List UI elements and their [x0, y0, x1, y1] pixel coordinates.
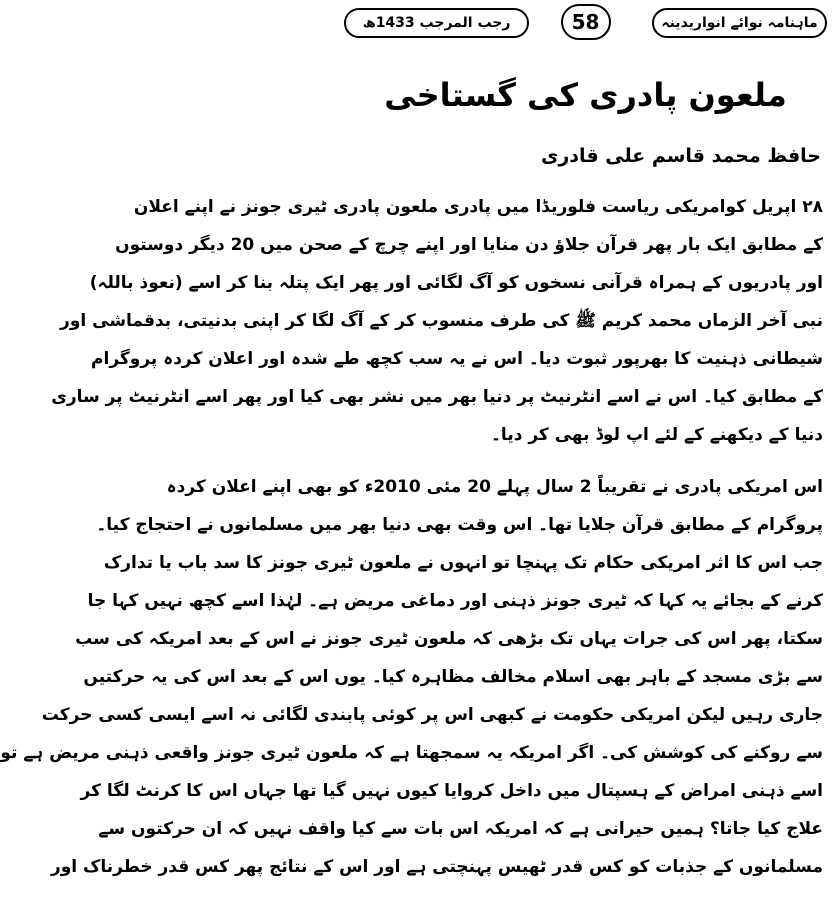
- text-line: پروگرام کے مطابق قرآن جلایا تھا۔ اس وقت بھی دنیا بھر میں مسلمانوں نے احتجاج کیا۔: [96, 515, 823, 535]
- text-line: سے بڑی مسجد کے باہر بھی اسلام مخالف مظاہرہ کیا۔ یوں اس کے بعد اس کی یہ حرکتیں: [83, 667, 823, 687]
- text-line: علاج کیا جاتا؟ ہمیں حیرانی ہے کہ امریکہ اس بات سے کیا واقف نہیں کہ ان حرکتوں سے: [98, 819, 823, 839]
- article-author: حافظ محمد قاسم علی قادری: [540, 145, 821, 167]
- text-line: کرنے کے بجائے یہ کہا کہ ٹیری جونز ذہنی اور دماغی مریض ہے۔ لہٰذا اسے کچھ نہیں کہا جا: [87, 591, 823, 611]
- page-number: [561, 4, 611, 40]
- text-line: سے روکنے کی کوشش کی۔ اگر امریکہ یہ سمجھتا ہے کہ ملعون ٹیری جونز واقعی ذہنی مریض ہے تو: [0, 743, 823, 763]
- issue-date: [344, 8, 529, 38]
- paragraph: [51, 188, 823, 454]
- page-header: [344, 4, 827, 44]
- issue-date-text: رجب المرجب 1433ھ: [362, 15, 511, 31]
- text-line: سکتا، پھر اس کی جرات یہاں تک بڑھی کہ ملعون ٹیری جونز نے اس کے بعد امریکہ کی سب: [75, 629, 823, 649]
- text-line: کے مطابق ایک بار پھر قرآن جلاؤ دن منایا اور اپنے چرچ کے صحن میں 20 دیگر دوستوں: [115, 235, 823, 255]
- text-line: جاری رہیں لیکن امریکی حکومت نے کبھی اس پر کوئی پابندی لگائی نہ اسے ایسی کسی حرکت: [41, 705, 823, 725]
- paragraph: [0, 468, 823, 886]
- text-line: نبی آخر الزماں محمد کریم ﷺ کی طرف منسوب کر کے آگ لگا کر اپنی بدنیتی، بدقماشی اور: [60, 311, 823, 331]
- text-line: اور پادریوں کے ہمراہ قرآنی نسخوں کو آگ لگائی اور پھر ایک پتلہ بنا کر اسے (نعوذ باللہ): [89, 273, 823, 293]
- page-number-text: 58: [571, 10, 600, 34]
- text-line: کے مطابق کیا۔ اس نے اسے انٹرنیٹ پر دنیا بھر میں نشر بھی کیا اور پھر اسے انٹرنیٹ پر ساری: [51, 387, 823, 407]
- text-line: جب اس کا اثر امریکی حکام تک پہنچا تو انہوں نے ملعون ٹیری جونز کا سد باب یا تدارک: [103, 553, 823, 573]
- article-title: ملعون پادری کی گستاخی: [384, 76, 787, 114]
- text-line: اسے ذہنی امراض کے ہسپتال میں داخل کروایا کیوں نہیں گیا تھا جہاں اس کا کرنٹ لگا کر: [80, 781, 823, 801]
- text-line: مسلمانوں کے جذبات کو کس قدر ٹھیس پہنچتی ہے اور اس کے نتائج پھر کس قدر خطرناک اور: [50, 857, 823, 877]
- magazine-name: [652, 8, 827, 38]
- article-body: [0, 188, 823, 886]
- text-line: اس امریکی پادری نے تقریباً 2 سال پہلے 20 مئی 2010ء کو بھی اپنے اعلان کردہ: [166, 477, 823, 497]
- text-line: ۲۸ اپریل کوامریکی ریاست فلوریڈا میں پادری ملعون پادری ٹیری جونز نے اپنے اعلان: [133, 197, 823, 217]
- text-line: شیطانی ذہنیت کا بھرپور ثبوت دیا۔ اس نے یہ سب کچھ طے شدہ اور اعلان کردہ پروگرام: [91, 349, 823, 369]
- paragraph-gap: [348, 454, 823, 468]
- magazine-name-text: ماہنامہ نوائے انواریدینہ: [661, 15, 818, 31]
- text-line: دنیا کے دیکھنے کے لئے اپ لوڈ بھی کر دیا۔: [490, 425, 823, 445]
